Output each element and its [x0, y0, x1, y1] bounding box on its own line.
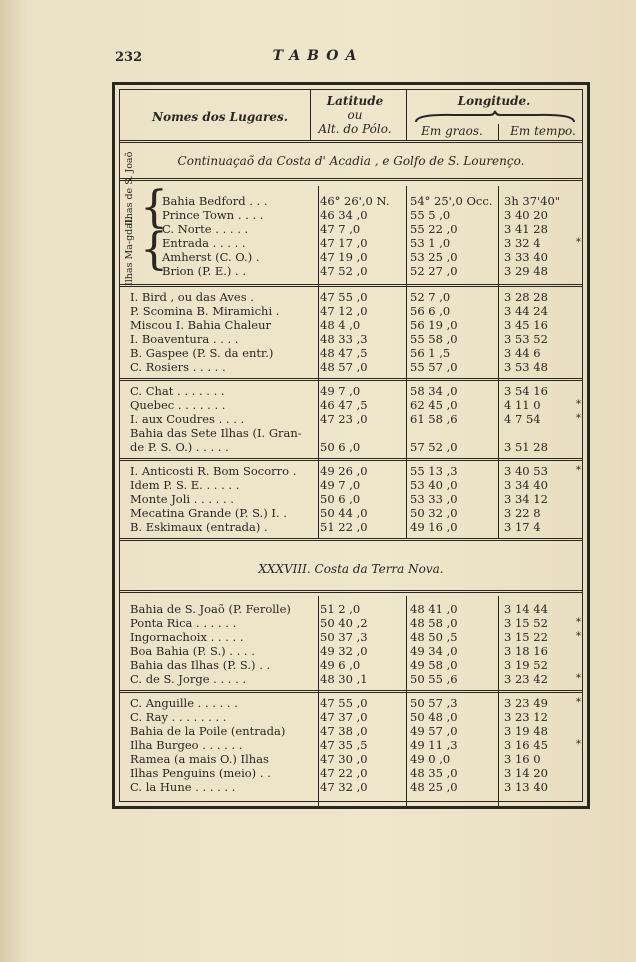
latitude-value: 47 7 ,0 — [320, 222, 361, 236]
place-name: B. Eskimaux (entrada) . — [130, 520, 268, 534]
longitude-time-value: 3 41 28 — [504, 222, 548, 236]
place-name: Ilha Burgeo . . . . . . — [130, 738, 243, 752]
longitude-degrees-value: 55 58 ,0 — [410, 332, 458, 346]
longitude-time-value: 3 19 52 — [504, 658, 548, 672]
header-latitude-1: Latitude — [326, 94, 384, 108]
section-1-title: Continuaçaõ da Costa d' Acadia , e Golfo de S. Lourenço. — [177, 154, 525, 168]
latitude-value: 50 37 ,3 — [320, 630, 368, 644]
header-longitude: Longitude. — [457, 94, 531, 108]
longitude-degrees-value: 48 58 ,0 — [410, 616, 458, 630]
place-name: C. Norte . . . . . — [162, 222, 249, 236]
latitude-value: 49 6 ,0 — [320, 658, 361, 672]
table-row — [120, 738, 586, 752]
table-row — [120, 506, 586, 520]
latitude-value: 46 47 ,5 — [320, 398, 368, 412]
latitude-value: 47 55 ,0 — [320, 290, 368, 304]
place-name: Bahia das Ilhas (P. S.) . . — [130, 658, 271, 672]
table-row — [120, 222, 586, 236]
place-name: C. de S. Jorge . . . . . — [130, 672, 247, 686]
table-row — [120, 360, 586, 374]
place-name: C. la Hune . . . . . . — [130, 780, 236, 794]
place-name: Bahia das Sete Ilhas (I. Gran- — [130, 426, 302, 440]
longitude-degrees-value: 55 5 ,0 — [410, 208, 451, 222]
header-latitude-2: ou — [347, 108, 363, 122]
latitude-value: 49 7 ,0 — [320, 478, 361, 492]
latitude-value: 49 26 ,0 — [320, 464, 368, 478]
longitude-degrees-value: 50 48 ,0 — [410, 710, 458, 724]
group-label-magdalen: Ilhas Ma-gdal. — [124, 217, 135, 286]
longitude-degrees-value: 48 25 ,0 — [410, 780, 458, 794]
latitude-value: 51 22 ,0 — [320, 520, 368, 534]
longitude-time-value: 3 53 48 — [504, 360, 548, 374]
longitude-time-value: 3 44 6 — [504, 346, 541, 360]
table-row — [120, 384, 586, 398]
correction-mark: * — [576, 399, 581, 410]
correction-mark: * — [576, 413, 581, 424]
correction-mark: * — [576, 697, 581, 708]
longitude-degrees-value: 52 27 ,0 — [410, 264, 458, 278]
table-row — [120, 236, 586, 250]
longitude-degrees-value: 48 35 ,0 — [410, 766, 458, 780]
latitude-value: 47 32 ,0 — [320, 780, 368, 794]
place-name: Ingornachoix . . . . . — [130, 630, 244, 644]
table-row — [120, 426, 586, 440]
table-row — [120, 630, 586, 644]
table-row — [120, 346, 586, 360]
longitude-degrees-value: 54° 25',0 Occ. — [410, 194, 493, 208]
place-name: Quebec . . . . . . . — [130, 398, 226, 412]
table-row — [120, 440, 586, 454]
latitude-value: 51 2 ,0 — [320, 602, 361, 616]
latitude-value: 47 38 ,0 — [320, 724, 368, 738]
place-name: Boa Bahia (P. S.) . . . . — [130, 644, 255, 658]
longitude-degrees-value: 49 11 ,3 — [410, 738, 458, 752]
table-row — [120, 780, 586, 794]
place-name: de P. S. O.) . . . . . — [130, 440, 229, 454]
longitude-time-value: 3 44 24 — [504, 304, 548, 318]
longitude-time-value: 3 18 16 — [504, 644, 548, 658]
latitude-value: 50 40 ,2 — [320, 616, 368, 630]
place-name: I. Bird , ou das Aves . — [130, 290, 254, 304]
longitude-time-value: 4 11 0 — [504, 398, 541, 412]
group-label-st-john: Ilhas de S. Joaõ — [124, 151, 135, 226]
place-name: B. Gaspee (P. S. da entr.) — [130, 346, 274, 360]
place-name: Prince Town . . . . — [162, 208, 264, 222]
place-name: Miscou I. Bahia Chaleur — [130, 318, 271, 332]
longitude-time-value: 3 32 4 — [504, 236, 541, 250]
longitude-time-value: 3 23 49 — [504, 696, 548, 710]
place-name: C. Anguille . . . . . . — [130, 696, 238, 710]
latitude-value: 49 7 ,0 — [320, 384, 361, 398]
latitude-value: 46° 26',0 N. — [320, 194, 390, 208]
longitude-time-value: 3 15 52 — [504, 616, 548, 630]
place-name: Brion (P. E.) . . — [162, 264, 246, 278]
longitude-degrees-value: 53 33 ,0 — [410, 492, 458, 506]
table-row — [120, 250, 586, 264]
table-row — [120, 332, 586, 346]
correction-mark: * — [576, 237, 581, 248]
latitude-value: 47 19 ,0 — [320, 250, 368, 264]
latitude-value: 47 12 ,0 — [320, 304, 368, 318]
header-long-time: Em tempo. — [510, 124, 576, 138]
longitude-time-value: 3 16 45 — [504, 738, 548, 752]
longitude-degrees-value: 49 58 ,0 — [410, 658, 458, 672]
header-long-degrees: Em graos. — [421, 124, 483, 138]
table-row — [120, 724, 586, 738]
longitude-time-value: 3 19 48 — [504, 724, 548, 738]
latitude-value: 47 17 ,0 — [320, 236, 368, 250]
brace-2: { — [140, 224, 168, 275]
longitude-degrees-value: 61 58 ,6 — [410, 412, 458, 426]
longitude-time-value: 3 40 53 — [504, 464, 548, 478]
brace-1: { — [140, 182, 168, 233]
longitude-degrees-value: 48 50 ,5 — [410, 630, 458, 644]
longitude-time-value: 3 28 28 — [504, 290, 548, 304]
table-row — [120, 616, 586, 630]
table-row — [120, 602, 586, 616]
longitude-degrees-value: 53 1 ,0 — [410, 236, 451, 250]
latitude-value: 48 57 ,0 — [320, 360, 368, 374]
longitude-time-value: 3 53 52 — [504, 332, 548, 346]
longitude-degrees-value: 53 40 ,0 — [410, 478, 458, 492]
place-name: Entrada . . . . . — [162, 236, 246, 250]
place-name: Ponta Rica . . . . . . — [130, 616, 237, 630]
running-title: TABOA — [272, 48, 364, 64]
latitude-value: 47 23 ,0 — [320, 412, 368, 426]
place-name: Bahia de la Poile (entrada) — [130, 724, 286, 738]
place-name: Amherst (C. O.) . — [162, 250, 260, 264]
table-row — [120, 752, 586, 766]
correction-mark: * — [576, 673, 581, 684]
table-row — [120, 696, 586, 710]
table-row — [120, 264, 586, 278]
longitude-time-value: 3h 37'40" — [504, 194, 561, 208]
table-row — [120, 208, 586, 222]
longitude-degrees-value: 49 0 ,0 — [410, 752, 451, 766]
table-row — [120, 492, 586, 506]
correction-mark: * — [576, 465, 581, 476]
longitude-degrees-value: 58 34 ,0 — [410, 384, 458, 398]
table-row — [120, 644, 586, 658]
latitude-value: 47 22 ,0 — [320, 766, 368, 780]
longitude-time-value: 3 16 0 — [504, 752, 541, 766]
place-name: C. Chat . . . . . . . — [130, 384, 225, 398]
longitude-time-value: 3 45 16 — [504, 318, 548, 332]
longitude-time-value: 3 14 44 — [504, 602, 548, 616]
correction-mark: * — [576, 631, 581, 642]
table-row — [120, 412, 586, 426]
place-name: I. Boaventura . . . . — [130, 332, 239, 346]
latitude-value: 47 37 ,0 — [320, 710, 368, 724]
latitude-value: 48 33 ,3 — [320, 332, 368, 346]
longitude-degrees-value: 50 32 ,0 — [410, 506, 458, 520]
longitude-degrees-value: 56 6 ,0 — [410, 304, 451, 318]
longitude-time-value: 3 34 40 — [504, 478, 548, 492]
table-frame — [112, 82, 590, 809]
longitude-time-value: 3 34 12 — [504, 492, 548, 506]
table-row — [120, 766, 586, 780]
longitude-degrees-value: 55 22 ,0 — [410, 222, 458, 236]
table-row — [120, 710, 586, 724]
longitude-degrees-value: 55 57 ,0 — [410, 360, 458, 374]
table-body — [119, 89, 583, 802]
longitude-time-value: 3 40 20 — [504, 208, 548, 222]
longitude-degrees-value: 56 1 ,5 — [410, 346, 451, 360]
table-row — [120, 464, 586, 478]
longitude-brace — [414, 110, 576, 124]
place-name: P. Scomina B. Miramichi . — [130, 304, 280, 318]
table-row — [120, 194, 586, 208]
header-place: Nomes dos Lugares. — [152, 110, 288, 124]
table-row — [120, 290, 586, 304]
longitude-degrees-value: 52 7 ,0 — [410, 290, 451, 304]
correction-mark: * — [576, 739, 581, 750]
longitude-time-value: 3 13 40 — [504, 780, 548, 794]
table-row — [120, 658, 586, 672]
longitude-time-value: 3 29 48 — [504, 264, 548, 278]
longitude-degrees-value: 57 52 ,0 — [410, 440, 458, 454]
page-number: 232 — [115, 50, 143, 65]
correction-mark: * — [576, 617, 581, 628]
place-name: I. Anticosti R. Bom Socorro . — [130, 464, 297, 478]
place-name: C. Ray . . . . . . . . — [130, 710, 227, 724]
longitude-degrees-value: 56 19 ,0 — [410, 318, 458, 332]
place-name: Bahia Bedford . . . — [162, 194, 268, 208]
latitude-value: 47 30 ,0 — [320, 752, 368, 766]
table-row — [120, 672, 586, 686]
latitude-value: 47 52 ,0 — [320, 264, 368, 278]
latitude-value: 48 47 ,5 — [320, 346, 368, 360]
latitude-value: 49 32 ,0 — [320, 644, 368, 658]
longitude-time-value: 3 51 28 — [504, 440, 548, 454]
table-row — [120, 318, 586, 332]
latitude-value: 50 44 ,0 — [320, 506, 368, 520]
place-name: Mecatina Grande (P. S.) I. . — [130, 506, 287, 520]
longitude-time-value: 3 54 16 — [504, 384, 548, 398]
longitude-time-value: 3 23 42 — [504, 672, 548, 686]
longitude-degrees-value: 50 57 ,3 — [410, 696, 458, 710]
latitude-value: 48 4 ,0 — [320, 318, 361, 332]
longitude-time-value: 3 17 4 — [504, 520, 541, 534]
longitude-time-value: 3 14 20 — [504, 766, 548, 780]
place-name: Monte Joli . . . . . . — [130, 492, 234, 506]
section-2-title: XXXVIII. Costa da Terra Nova. — [258, 562, 444, 576]
latitude-value: 50 6 ,0 — [320, 492, 361, 506]
longitude-degrees-value: 62 45 ,0 — [410, 398, 458, 412]
longitude-time-value: 3 23 12 — [504, 710, 548, 724]
place-name: I. aux Coudres . . . . — [130, 412, 245, 426]
table-row — [120, 398, 586, 412]
place-name: Bahia de S. Joaõ (P. Ferolle) — [130, 602, 291, 616]
place-name: Idem P. S. E. . . . . . — [130, 478, 240, 492]
longitude-degrees-value: 55 13 ,3 — [410, 464, 458, 478]
longitude-degrees-value: 48 41 ,0 — [410, 602, 458, 616]
longitude-degrees-value: 50 55 ,6 — [410, 672, 458, 686]
longitude-degrees-value: 49 16 ,0 — [410, 520, 458, 534]
longitude-degrees-value: 53 25 ,0 — [410, 250, 458, 264]
table-row — [120, 478, 586, 492]
place-name: Ramea (a mais O.) Ilhas — [130, 752, 269, 766]
latitude-value: 46 34 ,0 — [320, 208, 368, 222]
latitude-value: 47 35 ,5 — [320, 738, 368, 752]
longitude-degrees-value: 49 57 ,0 — [410, 724, 458, 738]
longitude-time-value: 3 15 22 — [504, 630, 548, 644]
place-name: Ilhas Penguins (meio) . . — [130, 766, 271, 780]
longitude-degrees-value: 49 34 ,0 — [410, 644, 458, 658]
longitude-time-value: 3 33 40 — [504, 250, 548, 264]
place-name: C. Rosiers . . . . . — [130, 360, 226, 374]
latitude-value: 48 30 ,1 — [320, 672, 368, 686]
table-row — [120, 520, 586, 534]
latitude-value: 47 55 ,0 — [320, 696, 368, 710]
header-latitude-3: Alt. do Pólo. — [318, 122, 392, 136]
latitude-value: 50 6 ,0 — [320, 440, 361, 454]
longitude-time-value: 3 22 8 — [504, 506, 541, 520]
longitude-time-value: 4 7 54 — [504, 412, 541, 426]
table-row — [120, 304, 586, 318]
